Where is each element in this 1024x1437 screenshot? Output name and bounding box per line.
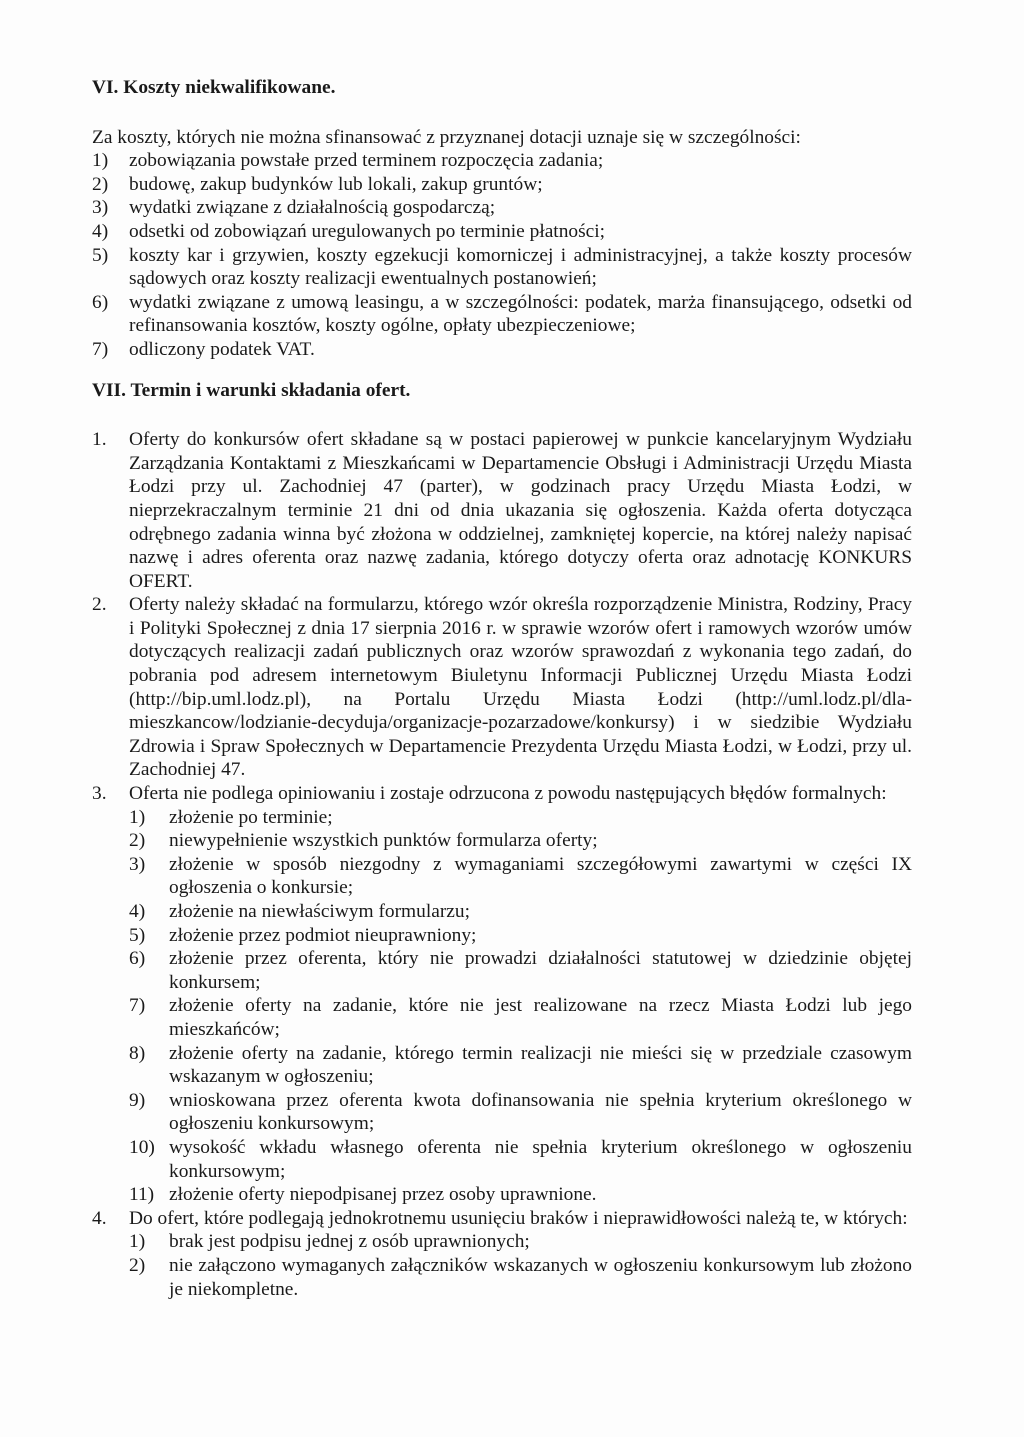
- point-marker: 4.: [92, 1207, 107, 1229]
- list-item-text: wnioskowana przez oferenta kwota dofinansowania nie spełnia kryterium określonego w ogłoszeniu konkursowym;: [169, 1089, 912, 1135]
- list-item-text: zobowiązania powstałe przed terminem rozpoczęcia zadania;: [129, 150, 604, 172]
- section-7-list: [92, 428, 912, 1301]
- list-item-text: koszty kar i grzywien, koszty egzekucji komorniczej i administracyjnej, a także koszty procesów sądowych oraz koszty realizacji ewentualnych postanowień;: [129, 244, 912, 290]
- list-item: [92, 220, 912, 244]
- list-item-marker: 6): [129, 948, 146, 970]
- list-item: [92, 291, 912, 338]
- list-item: [129, 900, 912, 924]
- list-item-text: złożenie oferty na zadanie, którego termin realizacji nie mieści się w przedziale czasowym wskazanym w ogłoszeniu;: [169, 1042, 912, 1088]
- list-item-text: budowę, zakup budynków lub lokali, zakup gruntów;: [129, 173, 543, 195]
- section-6-heading: VI. Koszty niekwalifikowane.: [92, 77, 336, 98]
- formal-errors-list: [129, 806, 912, 1207]
- list-item-text: niewypełnienie wszystkich punktów formularza oferty;: [169, 830, 598, 852]
- list-item-text: wysokość wkładu własnego oferenta nie spełnia kryterium określonego w ogłoszeniu konkursowym;: [169, 1136, 912, 1182]
- list-item-text: złożenie przez podmiot nieuprawniony;: [169, 924, 477, 946]
- list-item-marker: 1): [129, 806, 146, 828]
- point-marker: 1.: [92, 429, 107, 451]
- list-item-marker: 6): [92, 291, 109, 313]
- list-item-marker: 1): [92, 150, 109, 172]
- list-item-text: złożenie na niewłaściwym formularzu;: [169, 901, 470, 922]
- list-item-marker: 3): [92, 197, 109, 219]
- list-item-marker: 4): [129, 901, 146, 922]
- list-item-text: brak jest podpisu jednej z osób uprawnionych;: [169, 1231, 530, 1253]
- list-item-marker: 1): [129, 1231, 146, 1253]
- list-item-text: wydatki związane z umową leasingu, a w szczególności: podatek, marża finansującego, odsetki od refinansowania kosztów, koszty ogólne, opłaty ubezpieczeniowe;: [129, 291, 912, 337]
- list-item: [129, 1089, 912, 1136]
- list-item: [129, 1136, 912, 1183]
- list-item-marker: 5): [92, 244, 109, 266]
- list-item-marker: 4): [92, 220, 109, 242]
- numbered-point: [92, 428, 912, 593]
- list-item-marker: 2): [129, 1254, 146, 1276]
- point-marker: 2.: [92, 594, 107, 616]
- list-item-marker: 8): [129, 1042, 146, 1064]
- list-item: [92, 338, 912, 362]
- list-item: [92, 244, 912, 291]
- section-7-heading: VII. Termin i warunki składania ofert.: [92, 379, 411, 401]
- list-item-marker: 5): [129, 924, 146, 946]
- document-content: [92, 76, 912, 1301]
- point-text: Oferty należy składać na formularzu, którego wzór określa rozporządzenie Ministra, Rodziny, Pracy i Polityki Społecznej z dnia 17 sierpnia 2016 r. w sprawie wzorów ofert i ramowych wzorów umów dotyczących realizacji zadań publicznych oraz wzorów sprawozdań z wykonania tego zadań, do pobrania pod adresem internetowym Biuletynu Informacji Publicznej Urzędu Miasta Łodzi (http://bip.uml.lodz.pl), na Portalu Urzędu Miasta Łodzi (http://uml.lodz.pl/dla-mieszkancow/lodzianie-decyduja/organizacje-pozarzadowe/konkursy) i w siedzibie Wydziału Zdrowia i Spraw Społecznych w Departamencie Prezydenta Urzędu Miasta Łodzi, w Łodzi, przy ul. Zachodniej 47.: [129, 594, 912, 781]
- list-item: [92, 173, 912, 197]
- point-marker: 3.: [92, 783, 107, 805]
- list-item-text: złożenie oferty na zadanie, które nie jest realizowane na rzecz Miasta Łodzi lub jego mieszkańców;: [169, 995, 912, 1040]
- list-item-marker: 3): [129, 853, 146, 875]
- section-6-list: [92, 149, 912, 361]
- numbered-point: [92, 1207, 912, 1301]
- list-item-text: złożenie oferty niepodpisanej przez osoby uprawnione.: [169, 1184, 597, 1206]
- list-item-marker: 2): [92, 173, 109, 195]
- list-item-marker: 10): [129, 1136, 155, 1158]
- list-item: [129, 924, 912, 948]
- list-item: [92, 196, 912, 220]
- list-item-marker: 2): [129, 830, 146, 852]
- list-item: [129, 994, 912, 1041]
- point-text: Do ofert, które podlegają jednokrotnemu usunięciu braków i nieprawidłowości należą te, w których:: [129, 1207, 908, 1229]
- list-item: [129, 806, 912, 830]
- list-item-text: złożenie przez oferenta, który nie prowadzi działalności statutowej w dziedzinie objętej konkursem;: [169, 948, 912, 993]
- list-item: [129, 1183, 912, 1207]
- section-6-intro: Za koszty, których nie można sfinansować z przyznanej dotacji uznaje się w szczególności:: [92, 126, 801, 148]
- list-item: [129, 853, 912, 900]
- list-item: [129, 1254, 912, 1301]
- list-item-text: złożenie w sposób niezgodny z wymaganiami szczegółowymi zawartymi w części IX ogłoszenia o konkursie;: [169, 853, 912, 899]
- numbered-point: [92, 782, 912, 1207]
- list-item-text: złożenie po terminie;: [169, 806, 333, 828]
- list-item: [129, 1230, 912, 1254]
- list-item: [129, 829, 912, 853]
- list-item-text: odsetki od zobowiązań uregulowanych po terminie płatności;: [129, 220, 606, 242]
- list-item-text: odliczony podatek VAT.: [129, 338, 315, 360]
- point-text: Oferty do konkursów ofert składane są w postaci papierowej w punkcie kancelaryjnym Wydziału Zarządzania Kontaktami z Mieszkańcami w Departamencie Obsługi i Administracji Urzędu Miasta Łodzi przy ul. Zachodniej 47 (parter), w godzinach pracy Urzędu Miasta Łodzi, w nieprzekraczalnym terminie 21 dni od dnia ukazania się ogłoszenia. Każda oferta dotycząca odrębnego zadania winna być złożona w oddzielnej, zamkniętej kopercie, na której należy napisać nazwę i adres oferenta oraz nazwę zadania, którego dotyczy oferta oraz adnotację KONKURS OFERT.: [129, 429, 912, 592]
- point-text: Oferta nie podlega opiniowaniu i zostaje odrzucona z powodu następujących błędów formalnych:: [129, 783, 887, 805]
- list-item-marker: 7): [129, 995, 146, 1017]
- numbered-point: [92, 593, 912, 782]
- list-item-text: nie załączono wymaganych załączników wskazanych w ogłoszeniu konkursowym lub złożono je niekompletne.: [169, 1254, 912, 1300]
- list-item-marker: 7): [92, 338, 109, 360]
- list-item: [92, 149, 912, 173]
- deficiencies-list: [129, 1230, 912, 1301]
- list-item-marker: 9): [129, 1089, 146, 1111]
- list-item: [129, 1042, 912, 1089]
- list-item: [129, 947, 912, 994]
- list-item-text: wydatki związane z działalnością gospodarczą;: [129, 197, 496, 219]
- list-item-marker: 11): [129, 1184, 155, 1206]
